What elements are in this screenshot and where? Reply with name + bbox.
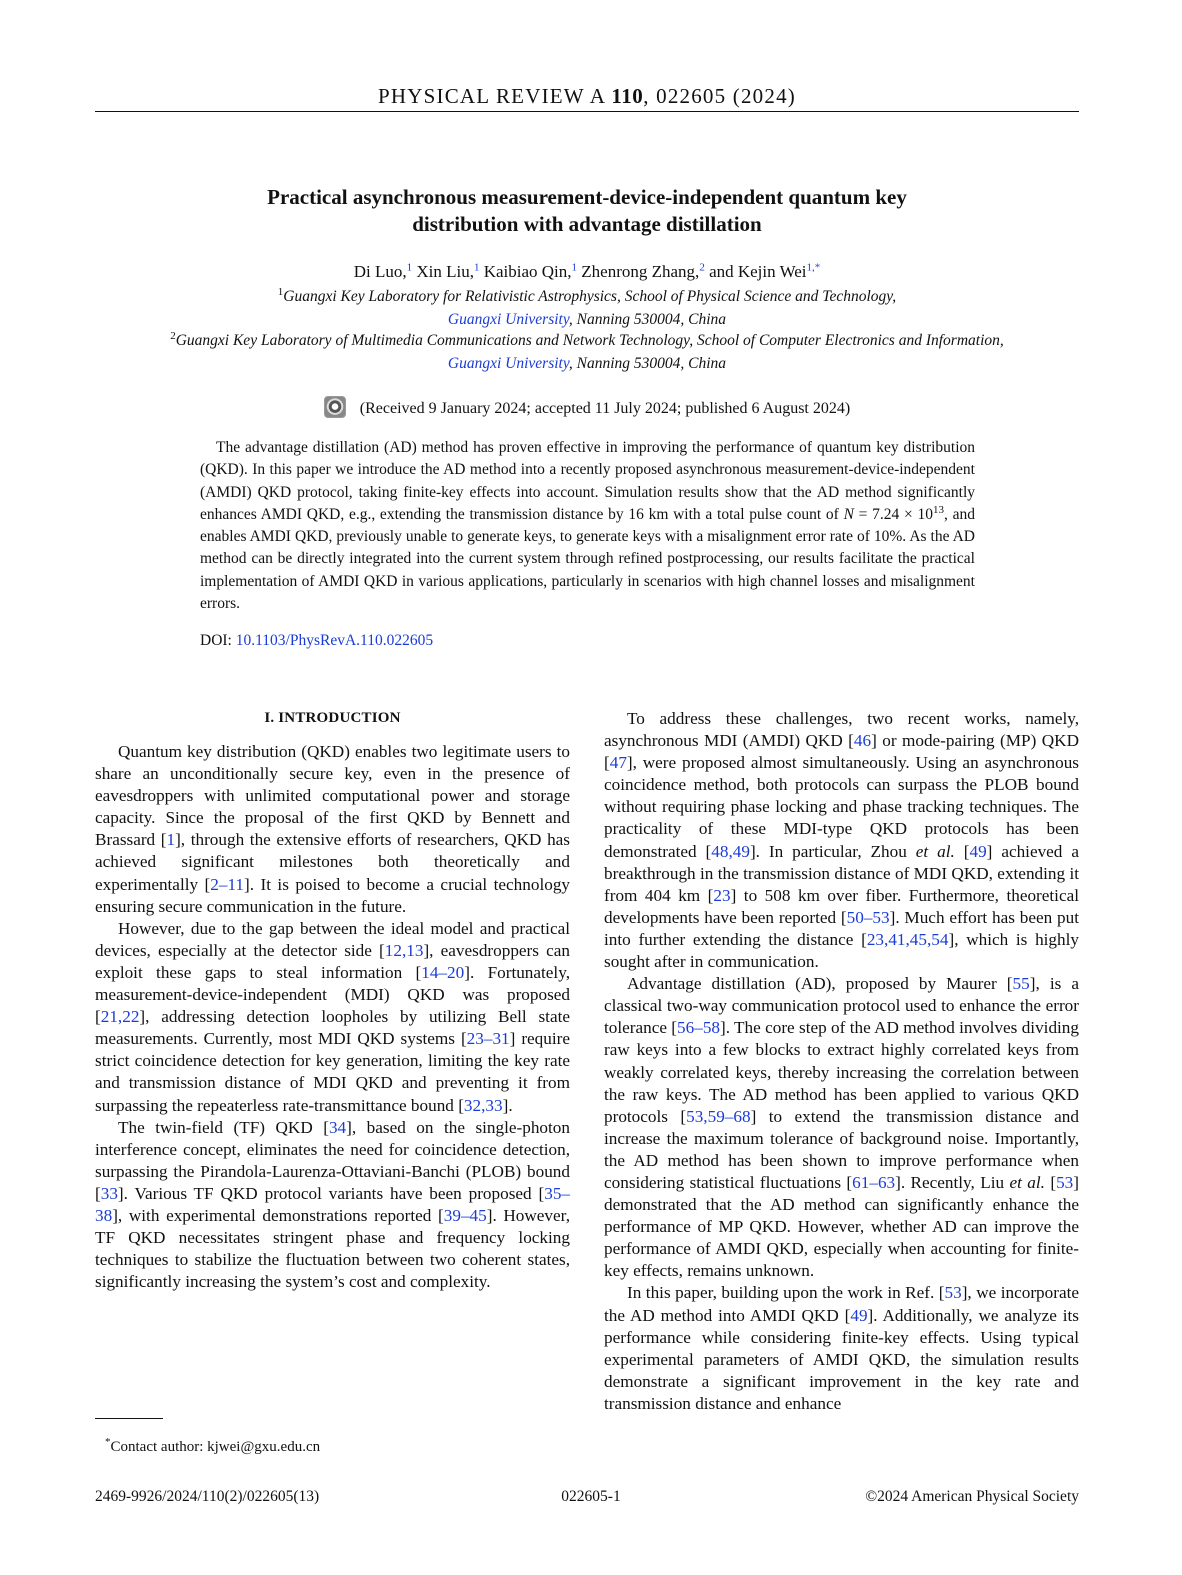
footer-copyright: ©2024 American Physical Society: [865, 1488, 1079, 1505]
citation-link[interactable]: 50–53: [846, 907, 890, 927]
citation-link[interactable]: 23–31: [466, 1029, 510, 1049]
text-run-italic: et al.: [915, 841, 955, 861]
text-run: ], we incorporate the AD method into AMDI QKD [: [604, 1283, 1079, 1325]
author-list: [95, 262, 1079, 282]
text-run: [: [1044, 1172, 1057, 1192]
citation-link[interactable]: 61–63: [852, 1172, 896, 1192]
citation-link[interactable]: 2–11: [210, 874, 245, 894]
doi-link[interactable]: 10.1103/PhysRevA.110.022605: [235, 632, 434, 649]
affiliation-number: 1: [277, 285, 284, 298]
text-run: However, due to the gap between the ideal model and practical devices, especially at the detector side [: [95, 918, 570, 960]
citation-link[interactable]: 34: [328, 1117, 347, 1137]
citation-link[interactable]: 23,41,45,54: [866, 929, 949, 949]
affiliation-link[interactable]: 1: [571, 261, 578, 274]
publication-dates: [95, 396, 1079, 418]
footnote-rule: [95, 1418, 163, 1419]
text-run: ] require strict coincidence detection for key generation, limiting the key rate and transmission distance of MDI QKD and preventing it from surpassing the repeaterless rate-transmittance bound [: [95, 1029, 570, 1115]
paper-title: [95, 184, 1079, 238]
text-run: ]. However, TF QKD necessitates stringent phase and frequency locking techniques to stabilize the fluctuation between two coherent states, significantly increasing the system’s cost and complexity.: [95, 1205, 570, 1292]
footnote-mark: *: [105, 1436, 111, 1448]
affiliation-link[interactable]: 1,*: [806, 261, 821, 274]
text-run: ].: [502, 1095, 513, 1115]
text-run: ]. It is poised to become a crucial technology ensuring secure communication in the future.: [95, 874, 571, 916]
citation-link[interactable]: 56–58: [677, 1018, 721, 1038]
text-run: In this paper, building upon the work in Ref. [: [627, 1283, 945, 1303]
text-run: ] to extend the transmission distance and increase the maximum tolerance of background noise. Importantly, the AD method has been shown to improve performance when considering statistical fluctuations [: [604, 1106, 1079, 1192]
abstract-text: The advantage distillation (AD) method has proven effective in improving the performance of quantum key distribution (QKD). In this paper we introduce the AD method into a recently proposed asynchronous measurement-device-independent (AMDI) QKD protocol, taking finite-key effects into account. Simulation results show that the AD method significantly enhances AMDI QKD, e.g., extending the transmission distance by 16 km with a total pulse count of: [200, 439, 975, 523]
affiliation-link[interactable]: 1: [473, 261, 480, 274]
footnote: [105, 1436, 321, 1456]
formula-exponent: 13: [933, 503, 944, 516]
text-run: ], with experimental demonstrations reported [: [112, 1205, 444, 1225]
text-run: ], through the extensive efforts of researchers, QKD has achieved significant milestones both theoretically and experimentally [: [95, 830, 570, 894]
text-run: ]. Recently, Liu: [895, 1172, 1010, 1192]
affiliation-link[interactable]: 2: [699, 261, 705, 274]
abstract-text: , and enables AMDI QKD, previously unable to generate keys, to generate keys with a misalignment error rate of 10%. As the AD method can be directly integrated into the current system through refined postprocessing, our results facilitate the practical implementation of AMDI QKD in various applications, particularly in scenarios with high channel losses and misalignment errors.: [200, 505, 975, 613]
text-run: ]. Various TF QKD protocol variants have been proposed [: [117, 1183, 545, 1203]
citation-link[interactable]: 49: [969, 841, 987, 861]
paragraph: [95, 1117, 570, 1294]
text-run: The twin-field (TF) QKD [: [118, 1117, 329, 1137]
footer-issn: 2469-9926/2024/110(2)/022605(13): [95, 1488, 320, 1505]
title-line-2: distribution with advantage distillation: [412, 212, 762, 236]
right-column: [604, 708, 1079, 1415]
text-run: ], eavesdroppers can exploit these gaps to steal information [: [95, 940, 570, 982]
citation-link[interactable]: 53,59–68: [686, 1106, 751, 1126]
citation-link[interactable]: 55: [1012, 974, 1030, 994]
citation-link[interactable]: 46: [853, 731, 872, 751]
text-run: Quantum key distribution (QKD) enables two legitimate users to share an unconditionally secure key, even in the presence of eavesdroppers with unlimited computational power and storage capacity. Since the proposal of the first QKD by Bennett and Brassard [: [95, 742, 570, 850]
text-run: ]. The core step of the AD method involves dividing raw keys into a few blocks to extract highly correlated keys from weakly correlated keys, thereby increasing the correlation between the raw keys. The AD method has been applied to various QKD protocols [: [604, 1018, 1079, 1126]
text-run: ] achieved a breakthrough in the transmission distance of MDI QKD, extending it from 404 km [: [604, 841, 1079, 905]
text-run-italic: et al.: [1009, 1172, 1045, 1192]
text-run: ]. In particular, Zhou: [749, 841, 916, 861]
affiliation-text: Guangxi Key Laboratory for Relativistic Astrophysics, School of Physical Science and Technology,: [283, 288, 897, 305]
journal-header: [95, 84, 1079, 109]
affiliation-city: , Nanning 530004, China: [568, 310, 727, 328]
affiliation-text: Guangxi Key Laboratory of Multimedia Communications and Network Technology, School of Computer Electronics and Information,: [175, 332, 1004, 349]
article-info: , 022605 (2024): [643, 84, 796, 108]
citation-link[interactable]: 14–20: [421, 962, 465, 982]
citation-link[interactable]: 48,49: [711, 841, 750, 861]
text-run: ] demonstrated that the AD method can significantly enhance the performance of MP QKD. However, whether AD can improve the performance of AMDI QKD, especially when accounting for finite-key effects, remains unknown.: [604, 1172, 1079, 1281]
journal-name: PHYSICAL REVIEW A: [378, 84, 605, 108]
citation-link[interactable]: 33: [100, 1183, 118, 1203]
text-run: ] or mode-pairing (MP) QKD [: [604, 731, 1079, 773]
text-run: ], addressing detection loopholes by utilizing Bell state measurements. Currently, most MDI QKD systems [: [95, 1007, 570, 1049]
citation-link[interactable]: 53: [1056, 1172, 1074, 1192]
text-run: [: [954, 841, 970, 861]
text-run: ], which is highly sought after in communication.: [604, 929, 1079, 972]
journal-volume: 110: [611, 84, 644, 108]
footnote-text: Contact author: kjwei@gxu.edu.cn: [110, 1439, 321, 1455]
formula-variable: N: [843, 505, 854, 523]
author-name: and Kejin Wei: [709, 262, 807, 281]
author-name: Xin Liu,: [416, 262, 474, 281]
citation-link[interactable]: 35–38: [95, 1183, 570, 1225]
citation-link[interactable]: 53: [944, 1283, 962, 1303]
section-heading: I. INTRODUCTION: [264, 710, 401, 726]
text-run: Advantage distillation (AD), proposed by Maurer [: [627, 974, 1013, 994]
paragraph: [95, 918, 570, 1117]
text-run: ], were proposed almost simultaneously. Using an asynchronous coincidence method, both protocols can surpass the PLOB bound without requiring phase locking and phase tracking techniques. The practicality of these MDI-type QKD protocols has been demonstrated [: [604, 753, 1079, 861]
affiliation-1: [95, 286, 1079, 331]
author-name: Kaibiao Qin,: [483, 262, 572, 281]
text-run: ], is a classical two-way communication protocol used to enhance the error tolerance [: [604, 974, 1079, 1038]
paragraph: [95, 741, 570, 918]
check-for-updates-icon[interactable]: [324, 396, 346, 418]
formula-value: = 7.24 × 10: [853, 505, 933, 523]
text-run: To address these challenges, two recent works, namely, asynchronous MDI (AMDI) QKD [: [604, 709, 1079, 751]
footer-page-number: 022605-1: [561, 1488, 621, 1505]
citation-link[interactable]: 23: [713, 885, 731, 905]
author-name: Di Luo,: [353, 262, 407, 281]
left-column: [95, 741, 570, 1293]
paragraph: [604, 708, 1079, 973]
text-run: ]. Fortunately, measurement-device-independent (MDI) QKD was proposed [: [95, 962, 570, 1027]
affiliation-link[interactable]: 1: [406, 261, 413, 274]
university-link[interactable]: Guangxi University: [447, 310, 569, 328]
citation-link[interactable]: 1: [166, 830, 176, 850]
text-run: ]. Additionally, we analyze its performance while considering finite-key effects. Using typical experimental parameters of AMDI QKD, the simulation results demonstrate a significant improvement in the key rate and transmission distance and enhance: [604, 1305, 1079, 1413]
author-name: Zhenrong Zhang,: [581, 262, 700, 281]
citation-link[interactable]: 21,22: [100, 1007, 140, 1027]
citation-link[interactable]: 47: [609, 753, 627, 773]
affiliation-number: 2: [170, 329, 176, 342]
citation-link[interactable]: 32,33: [463, 1095, 503, 1115]
header-rule: [95, 111, 1079, 112]
text-run: ], based on the single-photon interference concept, eliminates the need for coincidence detection, surpassing the Pirandola-Laurenza-Ottaviani-Banchi (PLOB) bound [: [95, 1117, 570, 1203]
university-link[interactable]: Guangxi University: [447, 354, 569, 372]
abstract: [200, 437, 975, 615]
citation-link[interactable]: 39–45: [443, 1205, 487, 1225]
affiliation-2: [95, 330, 1079, 375]
doi: [200, 632, 433, 650]
text-run: ]. Much effort has been put into further extending the distance [: [604, 907, 1079, 949]
citation-link[interactable]: 49: [850, 1305, 868, 1325]
citation-link[interactable]: 12,13: [384, 940, 424, 960]
paragraph: [604, 1282, 1079, 1415]
text-run: ] to 508 km over fiber. Furthermore, theoretical developments have been reported [: [604, 885, 1079, 927]
paragraph: [604, 973, 1079, 1282]
title-line-1: Practical asynchronous measurement-device-independent quantum key: [267, 185, 907, 209]
doi-label: DOI:: [200, 632, 236, 649]
affiliation-city: , Nanning 530004, China: [568, 354, 727, 372]
dates-text: (Received 9 January 2024; accepted 11 July 2024; published 6 August 2024): [359, 400, 851, 417]
